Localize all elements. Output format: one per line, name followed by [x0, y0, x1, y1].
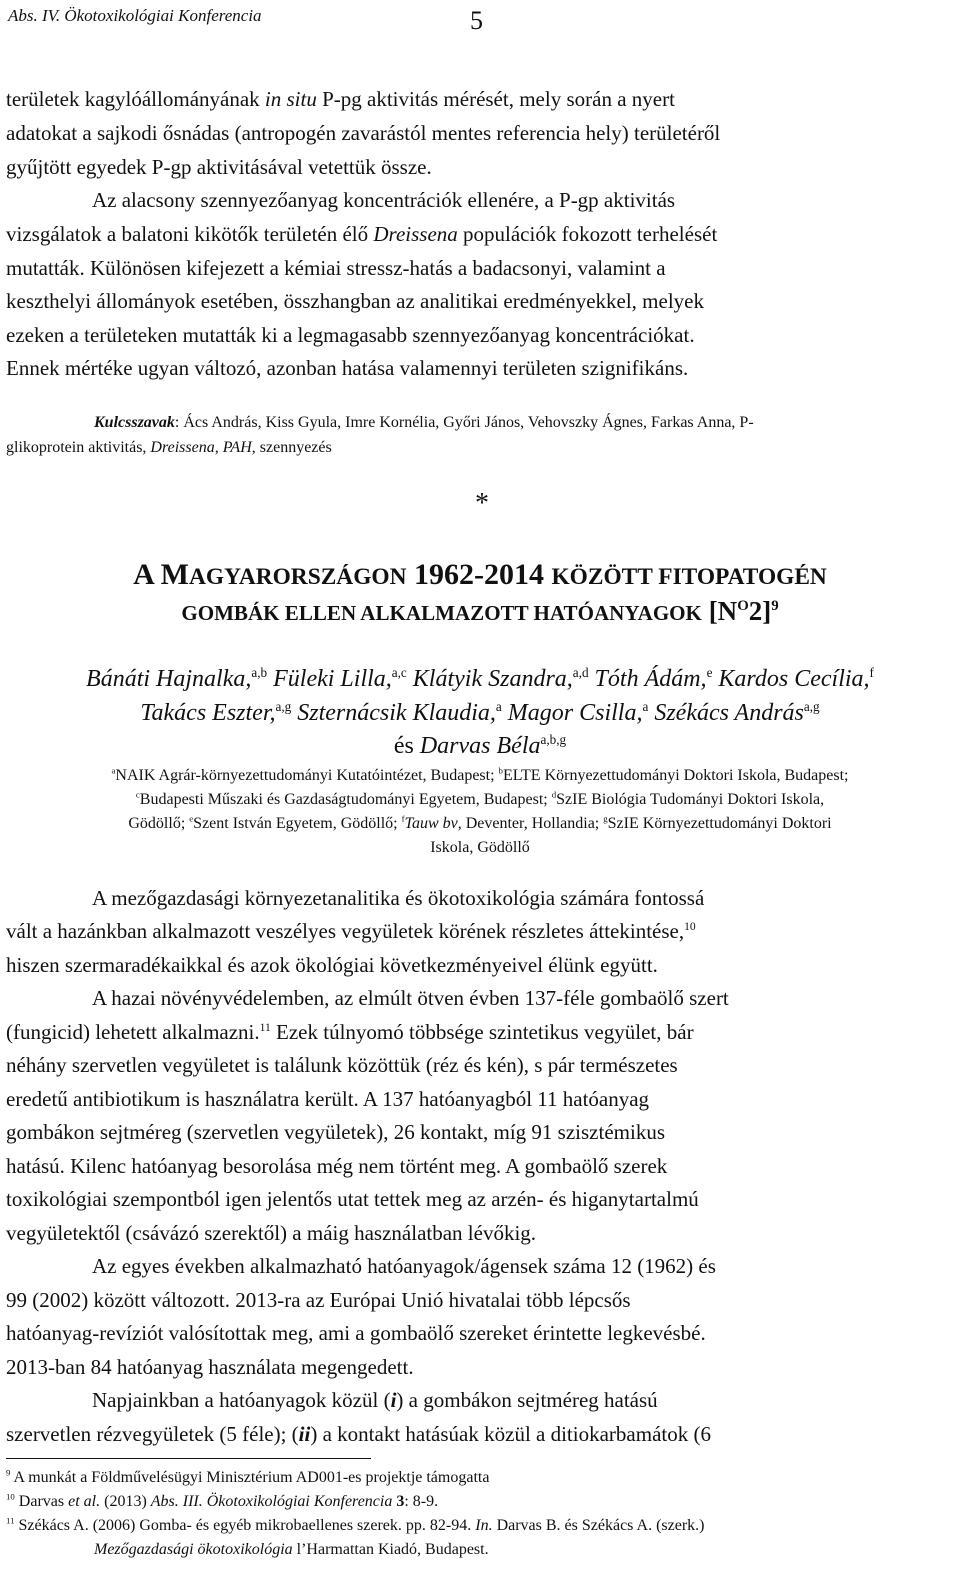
paragraph-line: szervetlen rézvegyületek (5 féle); (ii) a kontakt hatásúak közül a ditiokarbamátok (6 [6, 1422, 711, 1446]
paragraph-line: eredetű antibiotikum is használatra került. A 137 hatóanyagból 11 hatóanyag [6, 1087, 650, 1111]
article-title-line-1: A MAGYARORSZÁGON 1962-2014 KÖZÖTT FITOPATOGÉN [133, 558, 827, 591]
paragraph-line: 2013-ban 84 hatóanyag használata megengedett. [6, 1355, 414, 1379]
paragraph-line: vegyületektől (csávázó szerektől) a máig használatban lévőkig. [6, 1221, 537, 1245]
footnote-11-continued: Mezőgazdasági ökotoxikológia l’Harmattan Kiadó, Budapest. [94, 1541, 489, 1558]
paragraph-line: vizsgálatok a balatoni kikötők területén élő Dreissena populációk fokozott terhelését [6, 222, 718, 246]
keywords-line: Kulcsszavak: Ács András, Kiss Gyula, Imre Kornélia, Győri János, Vehovszky Ágnes, Farkas Anna, P- [94, 414, 754, 431]
paragraph-line: hatóanyag-revíziót valósítottak meg, ami a gombaölő szereket érintette legkevésbé. [6, 1321, 706, 1345]
paragraph-line: ezeken a területeken mutatták ki a legmagasabb szennyezőanyag koncentrációkat. [6, 323, 695, 347]
footnote-11: $^{11}$ Székács A. (2006) Gomba- és egyéb mikrobaellenes szerek. pp. 82-94. In. Darvas B. és Székács A. (szerk.) [6, 1515, 705, 1534]
footnote-10: $^{10}$ Darvas et al. (2013) Abs. III. Ökotoxikológiai Konferencia 3: 8-9. [6, 1491, 439, 1510]
paragraph-line: toxikológiai szempontból igen jelentős utat tettek meg az arzén- és higanytartalmú [6, 1187, 699, 1211]
paragraph-line: adatokat a sajkodi ősnádas (antropogén zavarástól mentes referencia hely) területéről [6, 121, 721, 145]
paragraph-line: gyűjtött egyedek P-gp aktivitásával vetettük össze. [6, 155, 432, 179]
paragraph-line: Ennek mértéke ugyan változó, azonban hatása valamennyi területen szignifikáns. [6, 356, 689, 380]
paragraph-line: keszthelyi állományok esetében, összhangban az analitikai eredményekkel, melyek [6, 289, 704, 313]
section-separator: * [475, 488, 489, 519]
paragraph-line: A mezőgazdasági környezetanalitika és ökotoxikológia számára fontossá [92, 886, 705, 910]
paragraph-line: hatású. Kilenc hatóanyag besorolása még nem történt meg. A gombaölő szerek [6, 1154, 668, 1178]
page-number: 5 [470, 6, 483, 35]
paragraph-line: területek kagylóállományának in situ P-pg aktivitás mérését, mely során a nyert [6, 87, 675, 111]
paragraph-line: A hazai növényvédelemben, az elmúlt ötven évben 137-féle gombaölő szert [92, 986, 729, 1010]
paragraph-line: Az alacsony szennyezőanyag koncentrációk ellenére, a P-gp aktivitás [92, 188, 676, 212]
paragraph-line: Napjainkban a hatóanyagok közül (i) a gombákon sejtméreg hatású [92, 1388, 658, 1412]
author-line: Bánáti Hajnalka,$^{a,b}$ Füleki Lilla,$^{a,c}$ Klátyik Szandra,$^{a,d}$ Tóth Ádám,$^e$ Kardos Cecília,$^f$ [86, 665, 874, 692]
running-title: Abs. IV. Ökotoxikológiai Konferencia [8, 6, 262, 25]
affiliation-line: Gödöllő; $^e$Szent István Egyetem, Gödöllő; $^f$Tauw bv, Deventer, Hollandia; $^g$SzIE Környezettudományi Doktori [128, 813, 832, 832]
author-line: és Darvas Béla$^{a,b,g}$ [393, 732, 567, 759]
paragraph-line: 99 (2002) között változott. 2013-ra az Európai Unió hivatalai több lépcsős [6, 1288, 631, 1312]
paragraph-line: (fungicid) lehetett alkalmazni.$^{11}$ Ezek túlnyomó többsége szintetikus vegyület, bár [6, 1020, 694, 1044]
article-title-line-2: GOMBÁK ELLEN ALKALMAZOTT HATÓANYAGOK $[N^O2]^9$ [181, 596, 779, 626]
author-line: Takács Eszter,$^{a,g}$ Szternácsik Klaudia,$^a$ Magor Csilla,$^a$ Székács András$^{a,g}$ [140, 699, 820, 726]
footnote-rule [6, 1458, 371, 1459]
paragraph-line: vált a hazánkban alkalmazott veszélyes vegyületek körének részletes áttekintése,$^{10}$ [6, 919, 696, 943]
keywords-line: glikoprotein aktivitás, Dreissena, PAH, szennyezés [6, 439, 332, 456]
paragraph-line: mutatták. Különösen kifejezett a kémiai stressz-hatás a badacsonyi, valamint a [6, 256, 666, 280]
paragraph-line: néhány szervetlen vegyületet is találunk közöttük (réz és kén), s pár természetes [6, 1053, 678, 1077]
affiliation-line: $^c$Budapesti Műszaki és Gazdaságtudományi Egyetem, Budapest; $^d$SzIE Biológia Tudományi Doktori Iskola, [135, 789, 825, 808]
paragraph-line: Az egyes években alkalmazható hatóanyagok/ágensek száma 12 (1962) és [92, 1254, 716, 1278]
paragraph-line: gombákon sejtméreg (szervetlen vegyületek), 26 kontakt, míg 91 szisztémikus [6, 1120, 665, 1144]
footnote-9: $^9$ A munkát a Földművelésügyi Minisztérium AD001-es projektje támogatta [6, 1467, 490, 1486]
affiliation-line: Iskola, Gödöllő [430, 839, 530, 856]
affiliation-line: $^a$NAIK Agrár-környezettudományi Kutatóintézet, Budapest; $^b$ELTE Környezettudományi Doktori Iskola, Budapest; [111, 765, 849, 784]
paragraph-line: hiszen szermaradékaikkal és azok ökológiai következményeivel élünk együtt. [6, 953, 658, 977]
